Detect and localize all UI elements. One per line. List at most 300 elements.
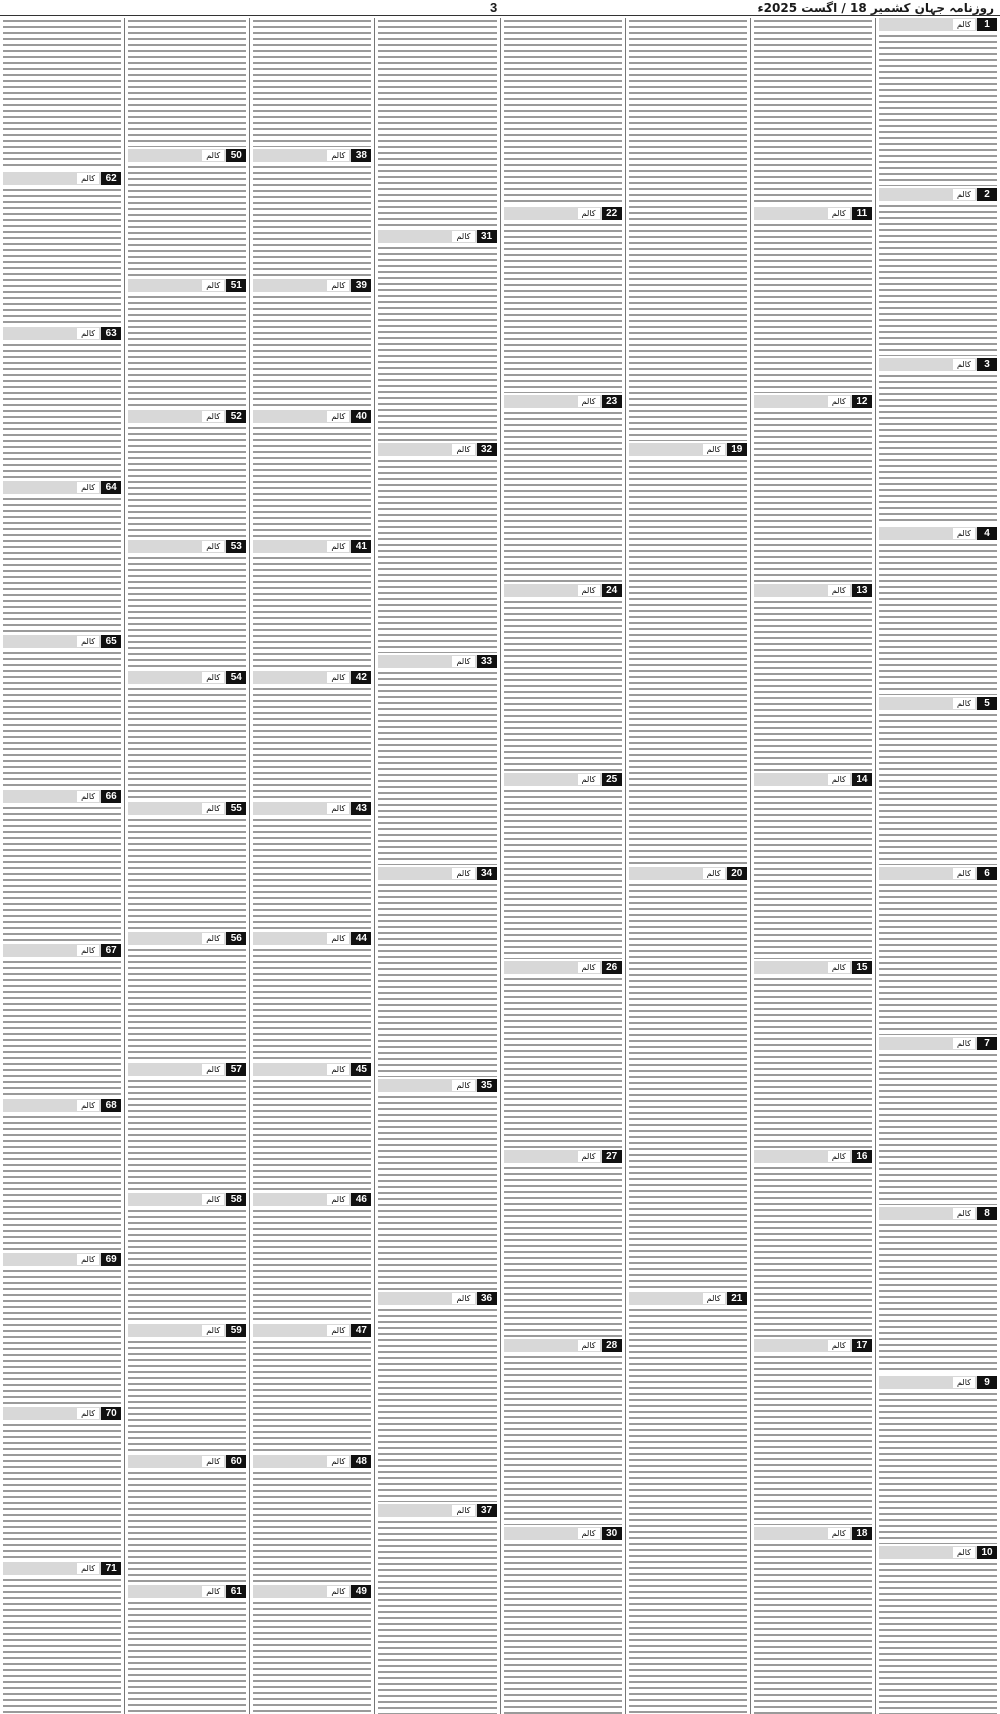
notice-number: 70 (101, 1407, 121, 1420)
notice-body-text (3, 187, 121, 324)
notice-body-text (253, 1078, 371, 1192)
notice-body-text (3, 1114, 121, 1251)
notice-header (3, 790, 121, 803)
notice-body-text (504, 410, 622, 582)
notice-item (253, 1324, 371, 1453)
notice-body-text (128, 947, 246, 1061)
notice-header (253, 540, 371, 553)
continued-text-block (3, 18, 121, 170)
notice-header (253, 932, 371, 945)
notice-body-text (378, 1519, 496, 1714)
notice-tag: کالم (202, 1325, 224, 1336)
notice-tag: کالم (202, 1456, 224, 1467)
notice-body-text (253, 817, 371, 931)
notice-body-text (3, 1268, 121, 1405)
notice-number: 55 (226, 802, 246, 815)
notice-body-text (253, 294, 371, 408)
notice-body-text (378, 670, 496, 865)
notice-tag: کالم (77, 173, 99, 184)
masthead (0, 0, 1000, 16)
notice-number: 31 (477, 230, 497, 243)
notice-item (253, 932, 371, 1061)
notice-number: 61 (226, 1585, 246, 1598)
notice-number: 52 (226, 410, 246, 423)
notice-header (253, 802, 371, 815)
notice-number: 22 (602, 207, 622, 220)
notice-header (128, 149, 246, 162)
notice-item (253, 1455, 371, 1584)
notice-tag: کالم (953, 189, 975, 200)
notice-tag: کالم (828, 396, 850, 407)
notice-header (253, 1585, 371, 1598)
notice-item (504, 584, 622, 771)
notice-item (879, 18, 997, 186)
notice-tag: کالم (953, 1377, 975, 1388)
notice-number: 10 (977, 1546, 997, 1559)
notice-number: 28 (602, 1339, 622, 1352)
notice-number: 46 (351, 1193, 371, 1206)
notice-header (3, 1253, 121, 1266)
notice-body-text (754, 1542, 872, 1714)
notice-header (879, 1207, 997, 1220)
column-7 (124, 18, 249, 1714)
notice-number: 23 (602, 395, 622, 408)
notice-tag: کالم (327, 541, 349, 552)
notice-body-text (879, 33, 997, 186)
notice-tag: کالم (703, 444, 725, 455)
notice-header (754, 1527, 872, 1540)
notice-header (3, 635, 121, 648)
notice-item (879, 527, 997, 695)
notice-body-text (253, 425, 371, 539)
notice-header (253, 279, 371, 292)
notice-item (253, 279, 371, 408)
column-4 (500, 18, 625, 1714)
column-8 (0, 18, 124, 1714)
notice-tag: کالم (828, 1340, 850, 1351)
notice-item (754, 961, 872, 1148)
notice-tag: کالم (202, 1064, 224, 1075)
notice-header (754, 584, 872, 597)
notice-number: 58 (226, 1193, 246, 1206)
notice-body-text (128, 555, 246, 669)
notice-tag: کالم (953, 19, 975, 30)
notice-header (3, 944, 121, 957)
notice-tag: کالم (953, 528, 975, 539)
notice-tag: کالم (828, 1151, 850, 1162)
notice-tag: کالم (578, 1340, 600, 1351)
notice-header (879, 527, 997, 540)
notice-tag: کالم (202, 1586, 224, 1597)
notice-item (3, 1253, 121, 1405)
notice-header (504, 961, 622, 974)
notice-item (754, 207, 872, 394)
notice-item (253, 540, 371, 669)
notice-body-text (3, 1577, 121, 1714)
notice-tag: کالم (77, 328, 99, 339)
notice-header (754, 207, 872, 220)
notice-body-text (128, 1208, 246, 1322)
notice-number: 27 (602, 1150, 622, 1163)
notice-item (128, 540, 246, 669)
notice-header (378, 1292, 496, 1305)
notice-header (879, 18, 997, 31)
notice-header (3, 172, 121, 185)
notice-item (754, 584, 872, 771)
notice-item (3, 1407, 121, 1559)
notice-item (629, 443, 747, 866)
notice-number: 68 (101, 1099, 121, 1112)
notice-item (378, 230, 496, 440)
notice-header (128, 1063, 246, 1076)
notice-body-text (253, 947, 371, 1061)
notice-tag: کالم (202, 803, 224, 814)
notice-number: 59 (226, 1324, 246, 1337)
masthead-date: روزنامہ جہانِ کشمیر 18 / اگست 2025ء (757, 1, 994, 15)
notice-tag: کالم (77, 791, 99, 802)
notice-body-text (253, 1470, 371, 1584)
notice-item (3, 790, 121, 942)
notice-item (253, 802, 371, 931)
continued-text-block (629, 18, 747, 441)
notice-body-text (128, 425, 246, 539)
notice-number: 65 (101, 635, 121, 648)
notice-item (128, 802, 246, 931)
newspaper-columns (0, 18, 1000, 1714)
notice-body-text (3, 805, 121, 942)
notice-number: 25 (602, 773, 622, 786)
notice-header (879, 867, 997, 880)
notice-header (128, 1193, 246, 1206)
continued-text-block (128, 18, 246, 147)
notice-body-text (879, 1222, 997, 1375)
notice-body-text (879, 712, 997, 865)
notice-body-text (128, 164, 246, 278)
notice-number: 3 (977, 358, 997, 371)
notice-item (378, 1504, 496, 1714)
notice-tag: کالم (703, 1293, 725, 1304)
notice-body-text (378, 458, 496, 653)
notice-item (504, 207, 622, 394)
notice-item (3, 327, 121, 479)
notice-number: 20 (727, 867, 747, 880)
notice-header (128, 279, 246, 292)
notice-tag: کالم (77, 636, 99, 647)
column-1 (875, 18, 1000, 1714)
notice-item (629, 867, 747, 1290)
notice-tag: کالم (953, 868, 975, 879)
notice-number: 54 (226, 671, 246, 684)
column-5 (374, 18, 499, 1714)
notice-number: 47 (351, 1324, 371, 1337)
notice-number: 62 (101, 172, 121, 185)
notice-tag: کالم (327, 1194, 349, 1205)
notice-number: 64 (101, 481, 121, 494)
notice-body-text (754, 222, 872, 394)
notice-header (504, 1527, 622, 1540)
notice-item (879, 188, 997, 356)
notice-tag: کالم (327, 1325, 349, 1336)
column-3 (625, 18, 750, 1714)
notice-item (879, 1207, 997, 1375)
notice-item (3, 172, 121, 324)
notice-number: 63 (101, 327, 121, 340)
notice-header (3, 1407, 121, 1420)
notice-item (879, 1037, 997, 1205)
notice-item (754, 1150, 872, 1337)
notice-tag: کالم (953, 359, 975, 370)
notice-header (128, 1455, 246, 1468)
notice-header (253, 1324, 371, 1337)
notice-header (128, 802, 246, 815)
notice-tag: کالم (77, 1100, 99, 1111)
notice-tag: کالم (953, 698, 975, 709)
notice-tag: کالم (578, 774, 600, 785)
notice-number: 41 (351, 540, 371, 553)
notice-header (629, 443, 747, 456)
notice-number: 57 (226, 1063, 246, 1076)
notice-tag: کالم (828, 774, 850, 785)
notice-item (128, 1585, 246, 1714)
notice-tag: کالم (828, 208, 850, 219)
notice-header (3, 327, 121, 340)
notice-item (3, 1562, 121, 1714)
notice-number: 14 (852, 773, 872, 786)
notice-number: 60 (226, 1455, 246, 1468)
notice-item (253, 671, 371, 800)
notice-body-text (504, 1165, 622, 1337)
notice-number: 11 (852, 207, 872, 220)
notice-header (754, 395, 872, 408)
notice-header (3, 1562, 121, 1575)
notice-tag: کالم (77, 945, 99, 956)
notice-item (378, 655, 496, 865)
notice-body-text (754, 1165, 872, 1337)
notice-number: 50 (226, 149, 246, 162)
notice-tag: کالم (327, 280, 349, 291)
notice-item (754, 395, 872, 582)
notice-header (253, 1063, 371, 1076)
notice-body-text (879, 1052, 997, 1205)
notice-number: 67 (101, 944, 121, 957)
notice-header (253, 1193, 371, 1206)
notice-number: 35 (477, 1079, 497, 1092)
notice-tag: کالم (327, 411, 349, 422)
notice-tag: کالم (202, 541, 224, 552)
notice-tag: کالم (327, 1064, 349, 1075)
notice-number: 9 (977, 1376, 997, 1389)
notice-body-text (504, 788, 622, 960)
notice-tag: کالم (327, 803, 349, 814)
notice-body-text (504, 1354, 622, 1526)
notice-tag: کالم (327, 1456, 349, 1467)
notice-tag: کالم (77, 1408, 99, 1419)
notice-item (754, 1527, 872, 1714)
notice-number: 5 (977, 697, 997, 710)
notice-item (128, 1063, 246, 1192)
notice-header (378, 443, 496, 456)
notice-item (879, 867, 997, 1035)
notice-number: 66 (101, 790, 121, 803)
notice-body-text (128, 686, 246, 800)
notice-body-text (128, 1078, 246, 1192)
notice-item (3, 481, 121, 633)
notice-header (128, 410, 246, 423)
notice-body-text (504, 1542, 622, 1714)
notice-number: 33 (477, 655, 497, 668)
notice-item (879, 1376, 997, 1544)
notice-tag: کالم (703, 868, 725, 879)
notice-header (504, 773, 622, 786)
notice-tag: کالم (953, 1208, 975, 1219)
notice-item (504, 1527, 622, 1714)
notice-header (3, 481, 121, 494)
notice-number: 53 (226, 540, 246, 553)
notice-number: 1 (977, 18, 997, 31)
notice-body-text (879, 542, 997, 695)
notice-number: 43 (351, 802, 371, 815)
notice-number: 32 (477, 443, 497, 456)
notice-body-text (128, 1470, 246, 1584)
notice-tag: کالم (828, 962, 850, 973)
notice-number: 18 (852, 1527, 872, 1540)
notice-body-text (253, 164, 371, 278)
notice-tag: کالم (77, 1563, 99, 1574)
notice-body-text (378, 882, 496, 1077)
notice-number: 71 (101, 1562, 121, 1575)
notice-header (378, 1079, 496, 1092)
notice-item (504, 773, 622, 960)
notice-body-text (754, 1354, 872, 1526)
notice-body-text (629, 458, 747, 866)
notice-item (504, 961, 622, 1148)
notice-item (253, 1193, 371, 1322)
notice-body-text (253, 1600, 371, 1714)
notice-item (378, 867, 496, 1077)
notice-tag: کالم (578, 208, 600, 219)
notice-tag: کالم (452, 1505, 474, 1516)
notice-body-text (879, 373, 997, 526)
notice-tag: کالم (452, 1080, 474, 1091)
notice-number: 37 (477, 1504, 497, 1517)
continued-text-block (378, 18, 496, 228)
column-2 (750, 18, 875, 1714)
notice-header (754, 1339, 872, 1352)
notice-header (253, 149, 371, 162)
notice-number: 36 (477, 1292, 497, 1305)
notice-item (629, 1292, 747, 1714)
notice-number: 38 (351, 149, 371, 162)
notice-tag: کالم (452, 1293, 474, 1304)
notice-item (253, 149, 371, 278)
notice-item (879, 1546, 997, 1714)
notice-item (128, 410, 246, 539)
notice-header (879, 188, 997, 201)
notice-header (504, 1339, 622, 1352)
notice-header (879, 358, 997, 371)
notice-number: 51 (226, 279, 246, 292)
notice-body-text (128, 817, 246, 931)
notice-body-text (253, 1208, 371, 1322)
notice-header (128, 1585, 246, 1598)
notice-tag: کالم (327, 1586, 349, 1597)
notice-tag: کالم (327, 150, 349, 161)
notice-tag: کالم (578, 396, 600, 407)
column-6 (249, 18, 374, 1714)
notice-number: 6 (977, 867, 997, 880)
notice-number: 7 (977, 1037, 997, 1050)
notice-header (504, 395, 622, 408)
notice-body-text (378, 1094, 496, 1289)
notice-item (378, 1079, 496, 1289)
notice-header (879, 1546, 997, 1559)
notice-item (253, 1585, 371, 1714)
notice-number: 44 (351, 932, 371, 945)
notice-body-text (754, 599, 872, 771)
notice-header (629, 867, 747, 880)
notice-number: 24 (602, 584, 622, 597)
notice-item (253, 410, 371, 539)
notice-header (754, 961, 872, 974)
notice-item (378, 1292, 496, 1502)
notice-tag: کالم (77, 482, 99, 493)
notice-tag: کالم (202, 933, 224, 944)
notice-number: 56 (226, 932, 246, 945)
notice-item (3, 635, 121, 787)
notice-number: 8 (977, 1207, 997, 1220)
notice-header (378, 867, 496, 880)
notice-number: 40 (351, 410, 371, 423)
notice-header (378, 655, 496, 668)
notice-number: 19 (727, 443, 747, 456)
notice-tag: کالم (578, 1151, 600, 1162)
continued-text-block (253, 18, 371, 147)
notice-body-text (754, 976, 872, 1148)
notice-body-text (629, 1307, 747, 1714)
notice-number: 42 (351, 671, 371, 684)
notice-header (128, 671, 246, 684)
notice-body-text (3, 342, 121, 479)
notice-header (879, 1376, 997, 1389)
notice-number: 21 (727, 1292, 747, 1305)
notice-item (128, 1324, 246, 1453)
notice-item (504, 1339, 622, 1526)
notice-header (629, 1292, 747, 1305)
notice-header (504, 1150, 622, 1163)
notice-body-text (754, 788, 872, 960)
notice-item (504, 1150, 622, 1337)
notice-body-text (128, 1339, 246, 1453)
notice-body-text (504, 599, 622, 771)
notice-tag: کالم (452, 656, 474, 667)
notice-tag: کالم (578, 962, 600, 973)
notice-item (378, 443, 496, 653)
notice-body-text (879, 203, 997, 356)
notice-item (128, 149, 246, 278)
notice-number: 12 (852, 395, 872, 408)
notice-tag: کالم (202, 1194, 224, 1205)
notice-item (128, 279, 246, 408)
notice-header (3, 1099, 121, 1112)
notice-tag: کالم (327, 672, 349, 683)
notice-body-text (253, 555, 371, 669)
notice-body-text (3, 650, 121, 787)
notice-number: 15 (852, 961, 872, 974)
notice-header (378, 1504, 496, 1517)
notice-item (754, 773, 872, 960)
notice-header (504, 584, 622, 597)
notice-number: 69 (101, 1253, 121, 1266)
